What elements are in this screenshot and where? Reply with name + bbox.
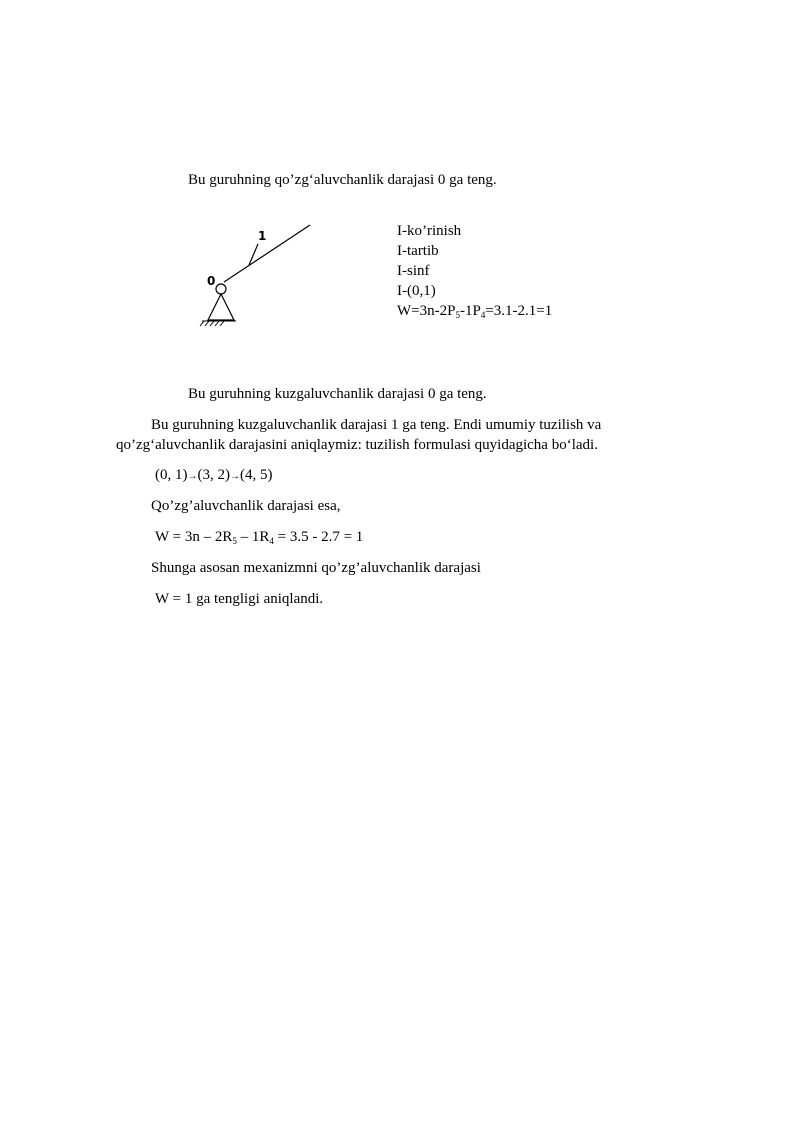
link-number-label: 1: [258, 229, 267, 243]
fixed-support: [208, 294, 234, 320]
info-line-2: I-tartib: [397, 243, 439, 259]
joint-number-label: 0: [207, 274, 216, 288]
pivot-joint: [216, 284, 226, 294]
info-line-4: I-(0,1): [397, 283, 436, 299]
paragraph-5: W = 1 ga tengligi aniqlandi.: [155, 591, 324, 607]
paragraph-1: Bu guruhning kuzgaluvchanlik darajasi 0 ga teng.: [188, 386, 487, 402]
paragraph-4: Shunga asosan mexanizmni qo’zg’aluvchanlik darajasi: [151, 560, 481, 576]
mobility-formula: $W = 3n - 2R_5 - 1R_4 = 3.5 - 2.7 = 1$: [155, 529, 364, 546]
structure-formula: (0, 1)→(3, 2)→(4, 5): [155, 467, 273, 483]
info-line-3: I-sinf: [397, 263, 430, 279]
crank-link: [224, 225, 310, 282]
intro-text: Bu guruhning qo’zg‘aluvchanlik darajasi 0 ga teng.: [188, 172, 497, 188]
mechanism-diagram: [190, 218, 320, 330]
ground-hatching: [200, 321, 236, 326]
paragraph-2-line-1: Bu guruhning kuzgaluvchanlik darajasi 1 ga teng. Endi umumiy tuzilish va: [151, 417, 602, 433]
paragraph-2-line-2: qo’zg‘aluvchanlik darajasini aniqlaymiz: tuzilish formulasi quyidagicha bo‘ladi.: [116, 437, 598, 453]
info-formula: $W=3n-2P_5-1P_4=3.1-2.1=1$: [397, 303, 553, 320]
info-line-1: I-ko’rinish: [397, 223, 462, 239]
paragraph-3: Qo’zg’aluvchanlik darajasi esa,: [151, 498, 341, 514]
